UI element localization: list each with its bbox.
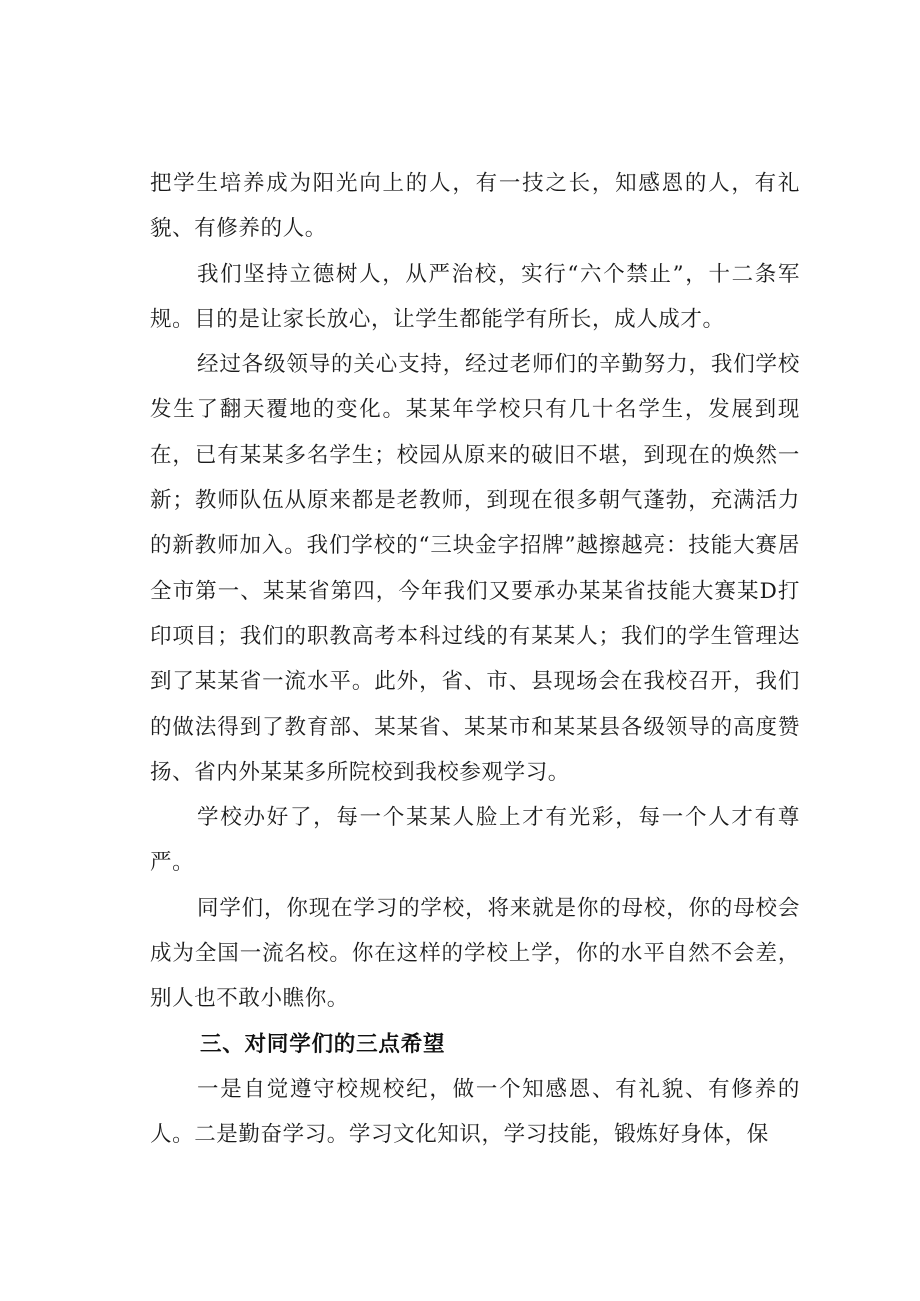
paragraph-school-development: 经过各级领导的关心支持，经过老师们的辛勤努力，我们学校发生了翻天覆地的变化。某某年学校只有几十名学生，发展到现在，已有某某多名学生；校园从原来的破旧不堪，到现在的焕然一新；教师队伍从原来都是老教师，到现在很多朝气蓬勃，充满活力的新教师加入。我们学校的“三块金字招牌”越擦越亮：技能大赛居全市第一、某某省第四，今年我们又要承办某某省技能大赛某D打印项目；我们的职教高考本科过线的有某某人；我们的学生管理达到了某某省一流水平。此外，省、市、县现场会在我校召开，我们的做法得到了教育部、某某省、某某市和某某县各级领导的高度赞扬、省内外某某多所院校到我校参观学习。 xyxy=(150,352,800,785)
paragraph-alma-mater: 同学们，你现在学习的学校，将来就是你的母校，你的母校会成为全国一流名校。你在这样的学校上学，你的水平自然不会差，别人也不敢小瞧你。 xyxy=(150,895,800,1012)
section-heading: 三、对同学们的三点希望 xyxy=(200,1031,446,1057)
paragraph-hopes: 一是自觉遵守校规校纪，做一个知感恩、有礼貌、有修养的人。二是勤奋学习。学习文化知识，学习技能，锻炼好身体，保 xyxy=(150,1076,800,1148)
paragraph-school-honor: 学校办好了，每一个某某人脸上才有光彩，每一个人才有尊严。 xyxy=(150,805,800,876)
paragraph-discipline: 我们坚持立德树人，从严治校，实行“六个禁止”，十二条军规。目的是让家长放心，让学生都能学有所长，成人成才。 xyxy=(150,261,800,332)
paragraph-continued: 把学生培养成为阳光向上的人，有一技之长，知感恩的人，有礼貌、有修养的人。 xyxy=(150,171,800,242)
document-body xyxy=(150,161,800,1158)
